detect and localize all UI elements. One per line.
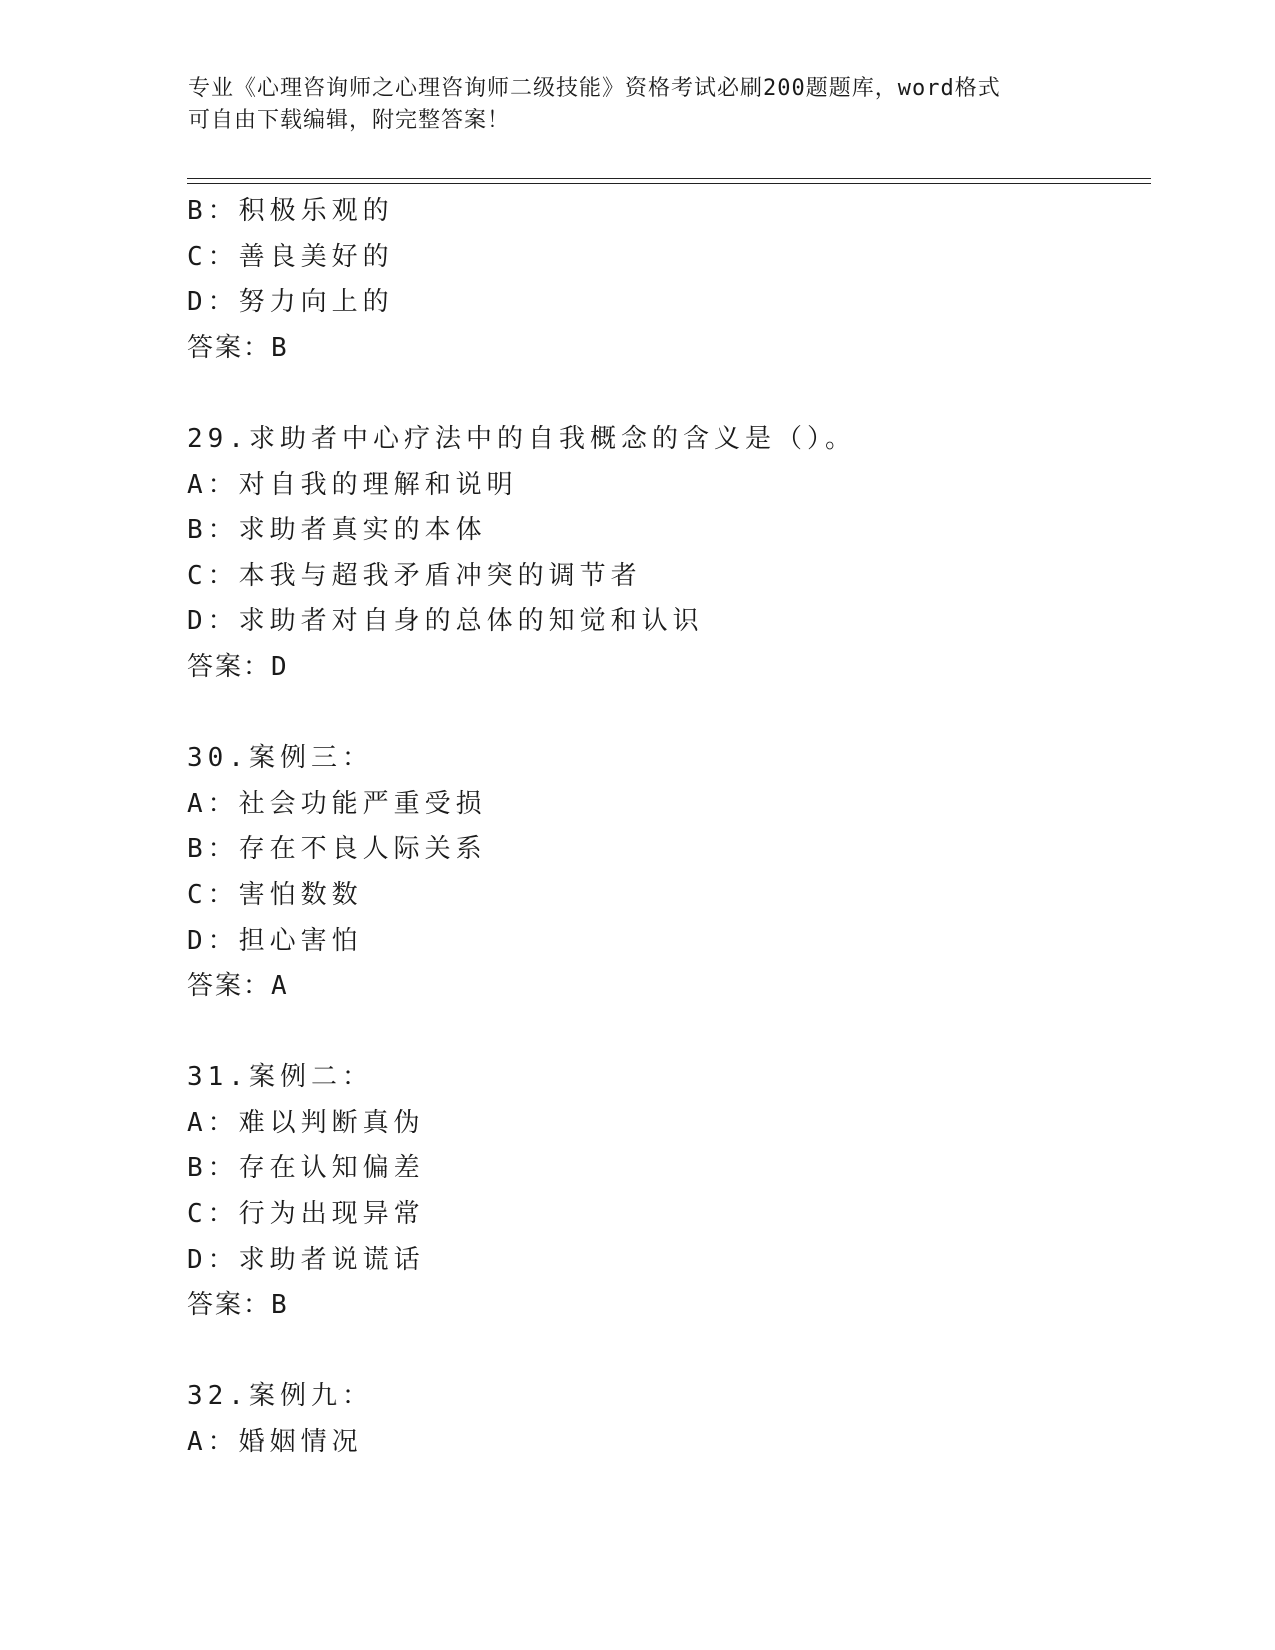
header-title-line-2: 可自由下载编辑，附完整答案！ bbox=[188, 108, 511, 133]
header-divider-bottom bbox=[187, 183, 1151, 184]
question-stem: 29.求助者中心疗法中的自我概念的含义是（）。 bbox=[187, 423, 856, 454]
option-d: D：求助者对自身的总体的知觉和认识 bbox=[187, 606, 704, 637]
option-d: D：担心害怕 bbox=[187, 925, 363, 956]
question-28-tail bbox=[187, 189, 1147, 371]
answer-line: 答案：D bbox=[187, 651, 289, 682]
question-31 bbox=[187, 1055, 1147, 1329]
question-stem: 30.案例三： bbox=[187, 743, 373, 774]
document-header bbox=[188, 73, 1108, 137]
answer-line: 答案：A bbox=[187, 971, 289, 1002]
option-a: A：难以判断真伪 bbox=[187, 1107, 425, 1138]
option-a: A：婚姻情况 bbox=[187, 1427, 363, 1458]
option-b: B：积极乐观的 bbox=[187, 196, 394, 226]
option-d: D：求助者说谎话 bbox=[187, 1244, 425, 1275]
spacer bbox=[187, 371, 1147, 417]
option-c: C：本我与超我矛盾冲突的调节者 bbox=[187, 560, 642, 591]
answer-line: 答案：B bbox=[187, 332, 289, 363]
option-c: C：行为出现异常 bbox=[187, 1199, 425, 1230]
option-a: A：对自我的理解和说明 bbox=[187, 469, 518, 500]
option-a: A：社会功能严重受损 bbox=[187, 788, 487, 819]
spacer bbox=[187, 1010, 1147, 1056]
header-title-line-1: 专业《心理咨询师之心理咨询师二级技能》资格考试必刷200题题库，word格式 bbox=[188, 76, 1001, 101]
question-30 bbox=[187, 736, 1147, 1010]
question-stem: 31.案例二： bbox=[187, 1062, 373, 1093]
question-29 bbox=[187, 417, 1147, 691]
option-d: D：努力向上的 bbox=[187, 287, 394, 318]
header-divider-top bbox=[187, 178, 1151, 179]
spacer bbox=[187, 691, 1147, 737]
answer-line: 答案：B bbox=[187, 1290, 289, 1321]
option-c: C：害怕数数 bbox=[187, 879, 363, 910]
option-b: B：求助者真实的本体 bbox=[187, 515, 487, 546]
option-b: B：存在不良人际关系 bbox=[187, 834, 487, 865]
question-list bbox=[187, 189, 1147, 1466]
option-b: B：存在认知偏差 bbox=[187, 1153, 425, 1184]
spacer bbox=[187, 1329, 1147, 1375]
option-c: C：善良美好的 bbox=[187, 241, 394, 272]
question-stem: 32.案例九： bbox=[187, 1381, 373, 1412]
question-32 bbox=[187, 1374, 1147, 1465]
